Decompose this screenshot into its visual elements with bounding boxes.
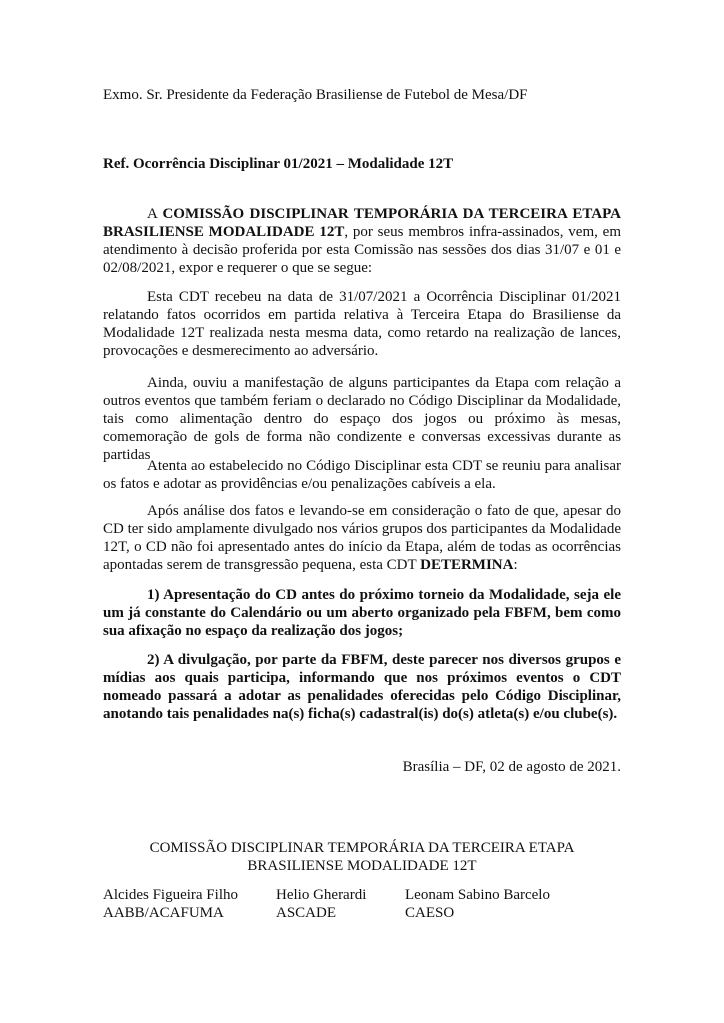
paragraph-intro: [103, 205, 621, 277]
determination-item-2: 2) A divulgação, por parte da FBFM, deste parecer nos diversos grupos e mídias aos quais participa, informando que nos próximos eventos o CDT nomeado passará a adotar as penalidades oferecidas pelo Código Disciplinar, anotando tais penalidades na(s) ficha(s) cadastral(is) do(s) atleta(s) e/ou clube(s).: [103, 652, 621, 722]
paragraph-intro-suffix: , por seus membros infra-assinados, vem, em atendimento à decisão proferida por esta Comissão nas sessões dos dias 31/07 e 01 e 02/08/2021, expor e requerer o que se segue:: [103, 224, 622, 276]
determina-bold: DETERMINA: [420, 557, 514, 573]
signatory-club: ASCADE: [276, 905, 337, 921]
signatory-club: AABB/ACAFUMA: [103, 905, 224, 921]
paragraph-analysis: [103, 502, 621, 574]
signatory-2: [276, 886, 366, 922]
paragraph-occurrence: Esta CDT recebeu na data de 31/07/2021 a Ocorrência Disciplinar 01/2021 relatando fatos ocorridos em partida relativa à Terceira Etapa do Brasiliense da Modalidade 12T realizada nesta mesma data, como retardo na realização de lances, provocações e desmerecimento ao adversário.: [103, 289, 621, 359]
signatory-3: [405, 886, 550, 922]
signatory-name: Alcides Figueira Filho: [103, 887, 238, 903]
paragraph-analysis-text: Após análise dos fatos e levando-se em consideração o fato de que, apesar do CD ter sido amplamente divulgado nos vários grupos dos participantes da Modalidade 12T, o CD não foi apresentado antes do início da Etapa, além de todas as ocorrências apontadas serem de transgressão pequena, esta CDT: [103, 503, 621, 573]
paragraph-analysis-suffix: :: [513, 557, 518, 573]
paragraph-other-events: Ainda, ouviu a manifestação de alguns participantes da Etapa com relação a outros eventos que também feriam o declarado no Código Disciplinar da Modalidade, tais como alimentação dentro do espaço dos jogos ou próximo às mesas, comemoração de gols de forma não condizente e conversas excessivas durante as partidas: [103, 375, 621, 463]
reference-heading: Ref. Ocorrência Disciplinar 01/2021 – Modalidade 12T: [103, 156, 454, 172]
signatory-name: Leonam Sabino Barcelo: [405, 887, 550, 903]
signatory-club: CAESO: [405, 905, 455, 921]
committee-signature-title: COMISSÃO DISCIPLINAR TEMPORÁRIA DA TERCEIRA ETAPA BRASILIENSE MODALIDADE 12T: [149, 840, 575, 874]
paragraph-intro-prefix: A: [147, 206, 163, 222]
determination-item-1: 1) Apresentação do CD antes do próximo torneio da Modalidade, seja ele um já constante do Calendário ou um aberto organizado pela FBFM, bem como sua afixação no espaço da realização dos jogos;: [103, 587, 621, 639]
signatory-name: Helio Gherardi: [276, 887, 367, 903]
place-and-date: Brasília – DF, 02 de agosto de 2021.: [402, 759, 621, 775]
paragraph-meeting: Atenta ao estabelecido no Código Disciplinar esta CDT se reuniu para analisar os fatos e adotar as providências e/ou penalizações cabíveis a ela.: [103, 458, 621, 492]
signatory-1: [103, 886, 238, 922]
commission-name-bold: COMISSÃO DISCIPLINAR TEMPORÁRIA DA TERCEIRA ETAPA BRASILIENSE MODALIDADE 12T: [103, 206, 621, 240]
addressee-line: Exmo. Sr. Presidente da Federação Brasiliense de Futebol de Mesa/DF: [103, 87, 528, 103]
